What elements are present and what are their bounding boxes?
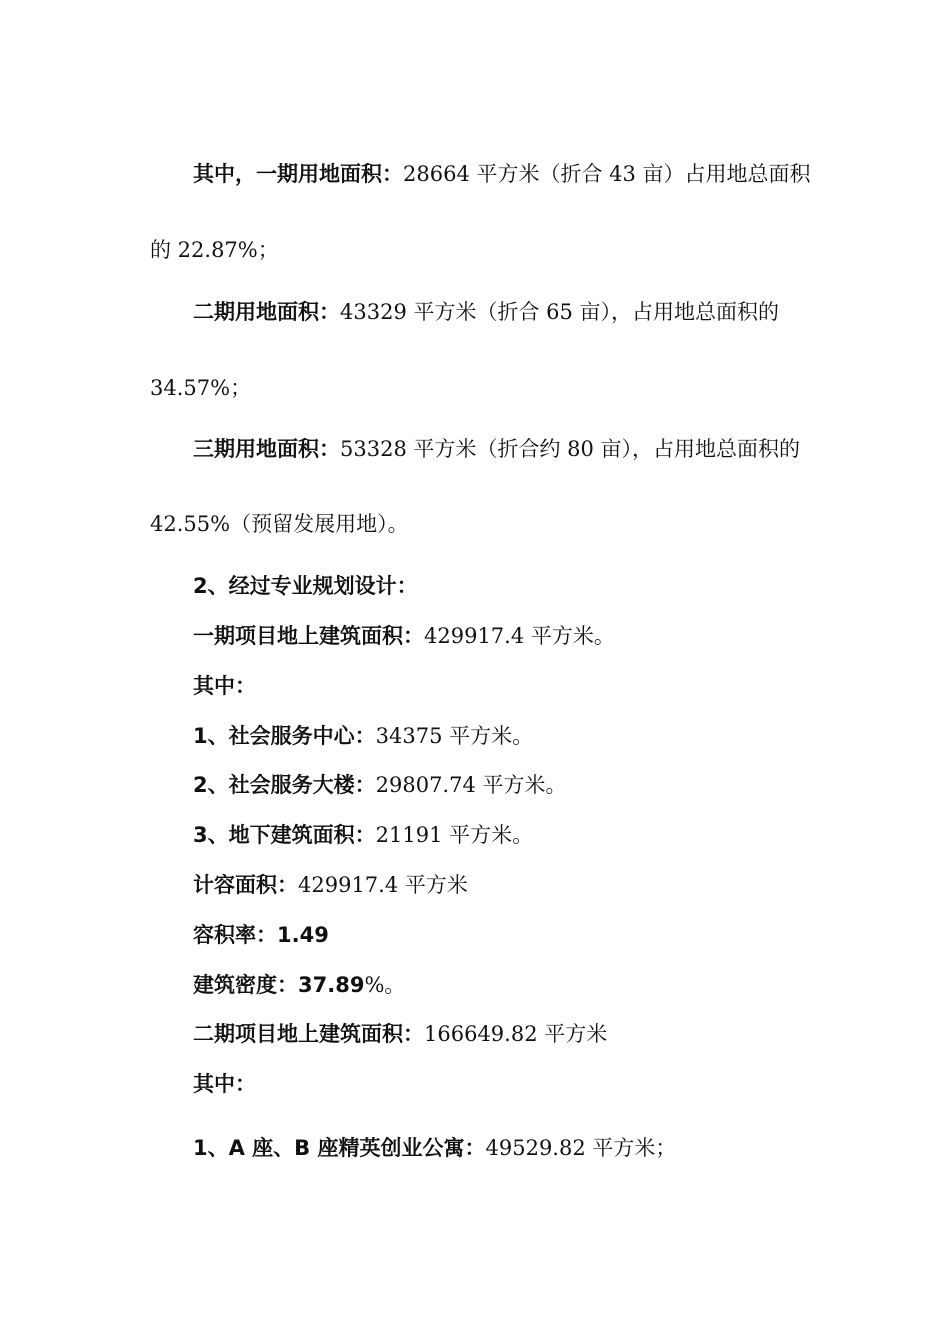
social-service-building-label: 2、社会服务大楼： [193, 773, 376, 797]
phase1-among-label: 其中： [193, 674, 256, 698]
building-density-line [193, 971, 405, 999]
floor-area-value: 429917.4 平方米 [298, 873, 468, 897]
planning-design-heading: 2、经过专业规划设计： [193, 574, 418, 598]
phase1-building-area-label: 一期项目地上建筑面积： [193, 624, 424, 648]
apartment-area-value: 49529.82 平方米； [485, 1136, 677, 1160]
apartment-area-label: 1、A 座、B 座精英创业公寓： [193, 1136, 486, 1160]
phase2-among-label: 其中： [193, 1072, 256, 1096]
phase1-land-area-value: 28664 平方米（折合 43 亩）占用地总面积 [403, 162, 811, 186]
social-service-center-line [193, 722, 533, 750]
phase2-land-area-line [193, 298, 779, 326]
building-density-suffix: %。 [364, 973, 406, 997]
social-service-building-line [193, 771, 567, 799]
phase3-land-area-line [193, 435, 800, 463]
phase1-land-area-label: 其中，一期用地面积： [193, 162, 403, 186]
phase2-land-area-value: 43329 平方米（折合 65 亩），占用地总面积的 [340, 300, 780, 324]
phase1-building-area-value: 429917.4 平方米。 [424, 624, 615, 648]
social-service-building-value: 29807.74 平方米。 [375, 773, 567, 797]
phase3-land-area-continuation: 42.55%（预留发展用地）。 [150, 512, 409, 536]
phase2-building-area-value: 166649.82 平方米 [424, 1022, 608, 1046]
plot-ratio-line: 容积率：1.49 [193, 923, 329, 947]
apartment-area-line [193, 1134, 676, 1162]
social-service-center-label: 1、社会服务中心： [193, 724, 376, 748]
phase1-land-area-line [193, 160, 811, 188]
phase2-building-area-label: 二期项目地上建筑面积： [193, 1022, 424, 1046]
floor-area-line [193, 871, 468, 899]
phase3-land-area-value: 53328 平方米（折合约 80 亩），占用地总面积的 [340, 437, 801, 461]
building-density-label: 建筑密度：37.89 [193, 973, 365, 997]
phase3-land-area-label: 三期用地面积： [193, 437, 340, 461]
social-service-center-value: 34375 平方米。 [375, 724, 534, 748]
phase1-land-area-continuation: 的 22.87%； [150, 238, 279, 262]
underground-area-label: 3、地下建筑面积： [193, 823, 376, 847]
phase2-building-area-line [193, 1020, 607, 1048]
floor-area-label: 计容面积： [193, 873, 298, 897]
underground-area-line [193, 821, 533, 849]
underground-area-value: 21191 平方米。 [375, 823, 534, 847]
phase1-building-area-line [193, 622, 615, 650]
phase2-land-area-continuation: 34.57%； [150, 376, 252, 400]
phase2-land-area-label: 二期用地面积： [193, 300, 340, 324]
